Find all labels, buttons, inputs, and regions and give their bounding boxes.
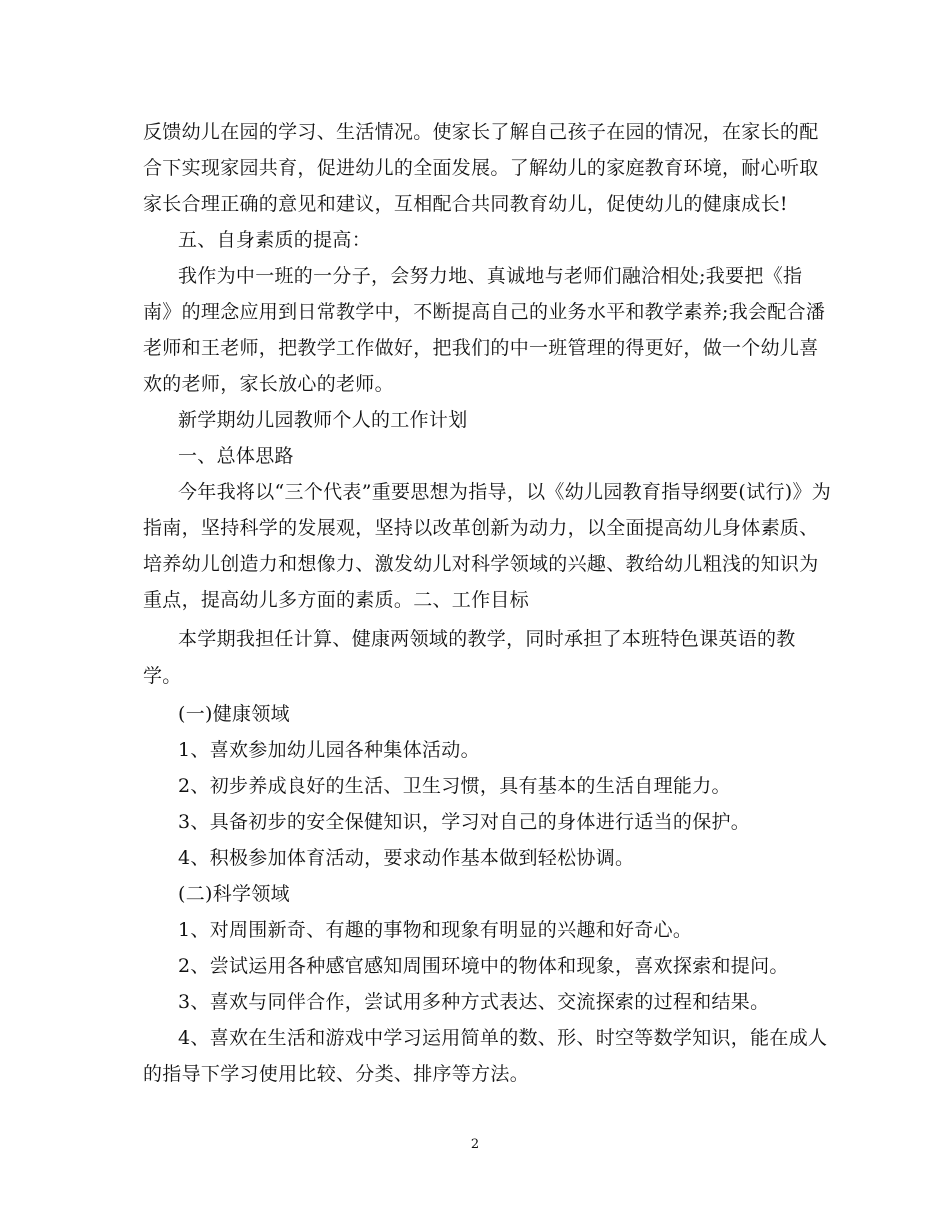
text-line: 本学期我担任计算、健康两领域的教学，同时承担了本班特色课英语的教 xyxy=(178,628,796,650)
text-line: 家长合理正确的意见和建议，互相配合共同教育幼儿，促使幼儿的健康成长! xyxy=(143,193,788,215)
list-item: 2、初步养成良好的生活、卫生习惯，具有基本的生活自理能力。 xyxy=(178,775,731,797)
list-item: 2、尝试运用各种感官感知周围环境中的物体和现象，喜欢探索和提问。 xyxy=(178,955,789,977)
document-title: 新学期幼儿园教师个人的工作计划 xyxy=(178,409,468,431)
section-heading: (一)健康领域 xyxy=(178,703,290,725)
list-item: 1、喜欢参加幼儿园各种集体活动。 xyxy=(178,739,480,761)
list-item: 4、积极参加体育活动，要求动作基本做到轻松协调。 xyxy=(178,847,635,869)
text-line: 南》的理念应用到日常教学中，不断提高自己的业务水平和教学素养;我会配合潘 xyxy=(143,301,826,323)
text-line: 欢的老师，家长放心的老师。 xyxy=(143,373,394,395)
text-line: 重点，提高幼儿多方面的素质。二、工作目标 xyxy=(143,589,530,611)
text-line: 的指导下学习使用比较、分类、排序等方法。 xyxy=(143,1063,530,1085)
text-line: 指南，坚持科学的发展观，坚持以改革创新为动力，以全面提高幼儿身体素质、 xyxy=(143,517,819,539)
text-line: 培养幼儿创造力和想像力、激发幼儿对科学领域的兴趣、教给幼儿粗浅的知识为 xyxy=(143,553,819,575)
page-number: 2 xyxy=(470,1137,480,1152)
section-heading: 一、总体思路 xyxy=(178,445,294,467)
text-line: 今年我将以“三个代表”重要思想为指导，以《幼儿园教育指导纲要(试行)》为 xyxy=(178,481,832,503)
section-heading: 五、自身素质的提高： xyxy=(178,229,372,251)
text-line: 反馈幼儿在园的学习、生活情况。使家长了解自己孩子在园的情况，在家长的配 xyxy=(143,121,819,143)
list-item: 3、具备初步的安全保健知识，学习对自己的身体进行适当的保护。 xyxy=(178,811,751,833)
list-item: 4、喜欢在生活和游戏中学习运用简单的数、形、时空等数学知识，能在成人 xyxy=(178,1027,828,1049)
text-line: 学。 xyxy=(143,665,182,687)
text-line: 老师和王老师，把教学工作做好，把我们的中一班管理的得更好，做一个幼儿喜 xyxy=(143,337,819,359)
list-item: 1、对周围新奇、有趣的事物和现象有明显的兴趣和好奇心。 xyxy=(178,919,693,941)
text-line: 我作为中一班的一分子，会努力地、真诚地与老师们融洽相处;我要把《指 xyxy=(178,265,803,287)
list-item: 3、喜欢与同伴合作，尝试用多种方式表达、交流探索的过程和结果。 xyxy=(178,991,770,1013)
text-line: 合下实现家园共育，促进幼儿的全面发展。了解幼儿的家庭教育环境，耐心听取 xyxy=(143,157,819,179)
section-heading: (二)科学领域 xyxy=(178,883,290,905)
